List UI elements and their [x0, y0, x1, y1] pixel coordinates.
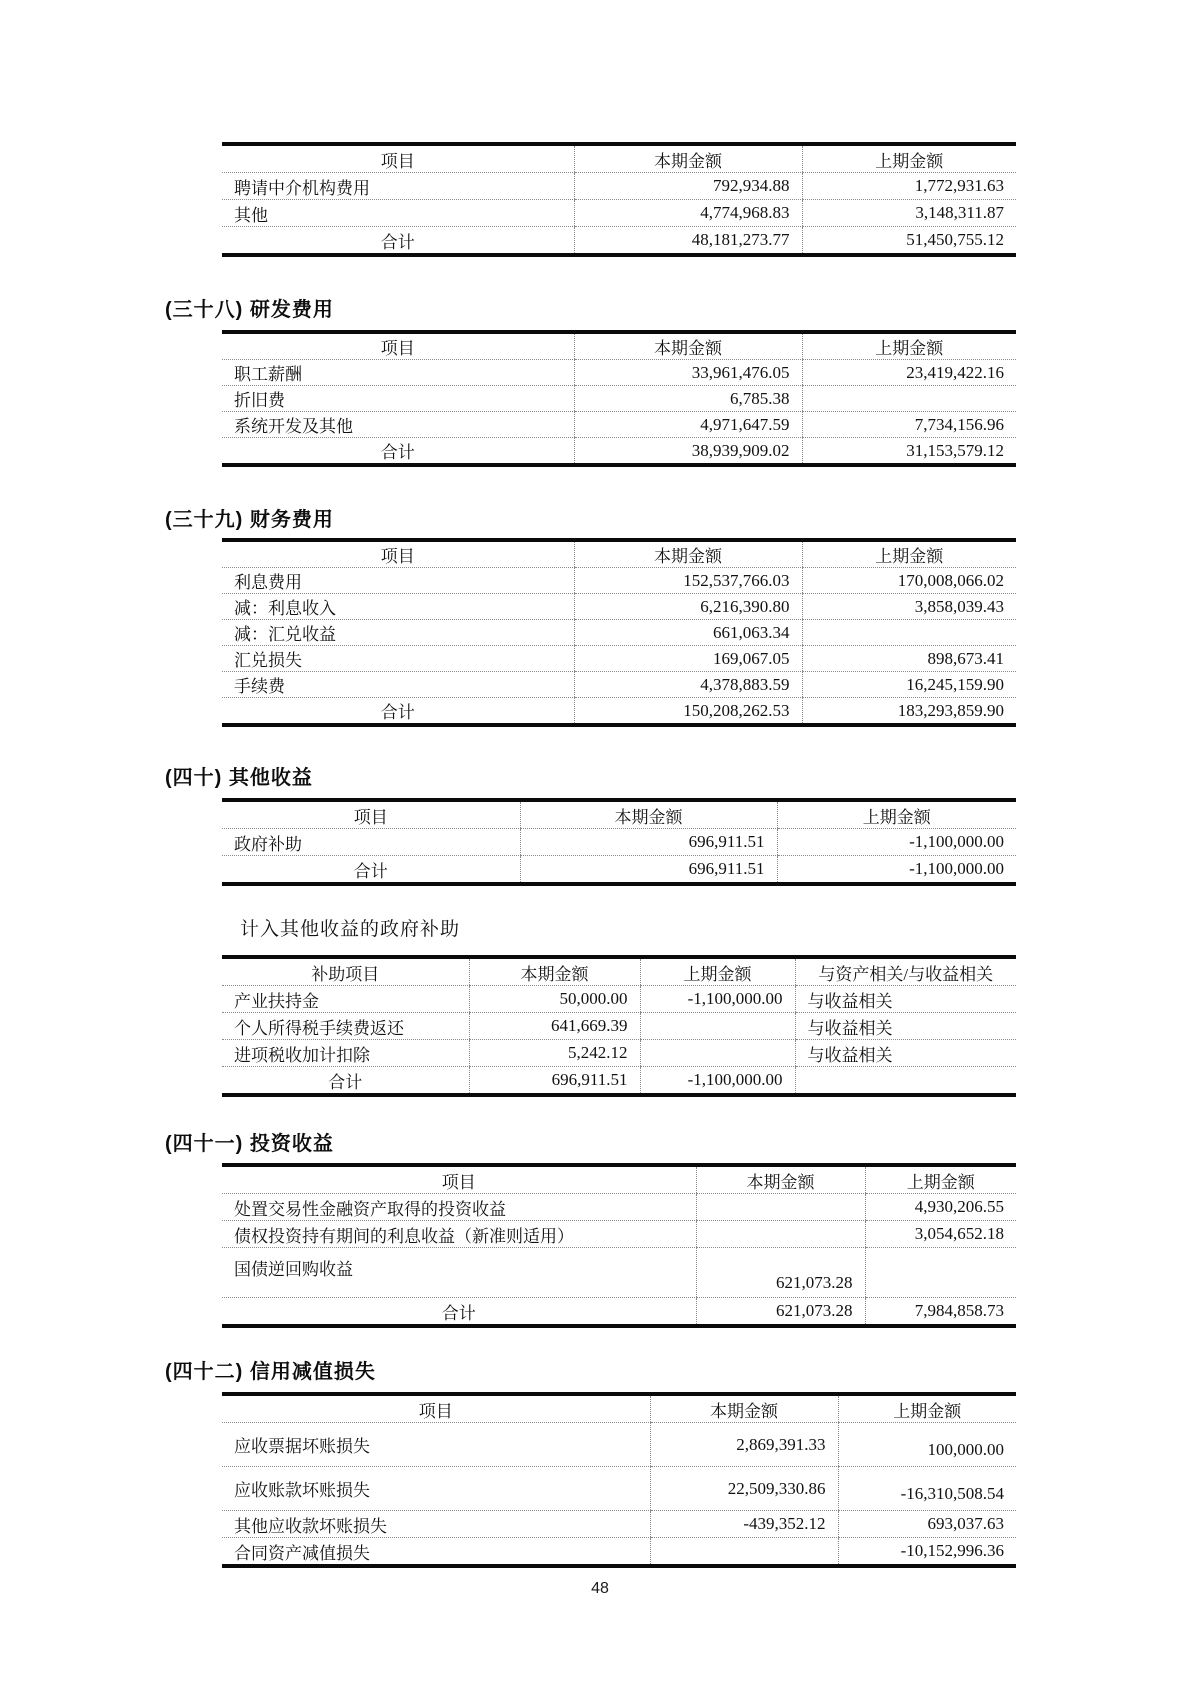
table-cell: 23,419,422.16 [802, 360, 1016, 386]
column-header: 本期金额 [574, 540, 802, 568]
table-row [222, 1511, 1016, 1538]
table-row [222, 386, 1016, 412]
column-header: 本期金额 [520, 800, 777, 829]
table-cell: 折旧费 [222, 386, 574, 412]
table-row [222, 1248, 1016, 1298]
table-cell: 33,961,476.05 [574, 360, 802, 386]
table-cell: 个人所得税手续费返还 [222, 1013, 469, 1040]
table-row [222, 1013, 1016, 1040]
table-cell: 其他 [222, 200, 574, 227]
table-cell: 621,073.28 [696, 1298, 865, 1327]
table-cell: 693,037.63 [838, 1511, 1016, 1538]
section-heading-investment-income: (四十一) 投资收益 [165, 1133, 334, 1155]
table-cell: 22,509,330.86 [650, 1467, 838, 1511]
table-cell [640, 1040, 795, 1067]
column-header: 本期金额 [574, 144, 802, 173]
table-total-row [222, 856, 1016, 885]
subheading-government-subsidies: 计入其他收益的政府补助 [240, 919, 461, 940]
table-header-row [222, 332, 1016, 360]
table-cell [650, 1538, 838, 1567]
table-cell: 与收益相关 [795, 1040, 1016, 1067]
table-row [222, 1423, 1016, 1467]
table-cell: 合计 [222, 227, 574, 256]
column-header: 上期金额 [838, 1394, 1016, 1423]
table-fees-continuation [222, 142, 1016, 257]
table-cell: 696,911.51 [520, 829, 777, 856]
table-cell: 661,063.34 [574, 620, 802, 646]
table-cell: 其他应收款坏账损失 [222, 1511, 650, 1538]
column-header: 项目 [222, 1394, 650, 1423]
table-cell: -1,100,000.00 [640, 1067, 795, 1096]
table-cell [802, 620, 1016, 646]
table-row [222, 568, 1016, 594]
table-cell: 7,734,156.96 [802, 412, 1016, 438]
table-cell: 6,785.38 [574, 386, 802, 412]
table-row [222, 1467, 1016, 1511]
table-credit-impairment-losses [222, 1392, 1016, 1568]
section-other-income [222, 798, 1016, 886]
section-fees-continuation [222, 142, 1016, 257]
table-cell: 职工薪酬 [222, 360, 574, 386]
table-cell: 16,245,159.90 [802, 672, 1016, 698]
table-cell: 产业扶持金 [222, 986, 469, 1013]
section-heading-rd-expenses: (三十八) 研发费用 [165, 299, 334, 321]
table-cell: 合计 [222, 1067, 469, 1096]
table-cell: 170,008,066.02 [802, 568, 1016, 594]
table-cell: 50,000.00 [469, 986, 640, 1013]
page-number: 48 [591, 1580, 609, 1597]
table-header-row [222, 1394, 1016, 1423]
column-header: 项目 [222, 540, 574, 568]
table-cell: 合计 [222, 1298, 696, 1327]
table-cell: 进项税收加计扣除 [222, 1040, 469, 1067]
table-cell [865, 1248, 1016, 1298]
table-cell: 3,858,039.43 [802, 594, 1016, 620]
table-cell: 696,911.51 [469, 1067, 640, 1096]
table-cell: 合计 [222, 438, 574, 466]
column-header: 补助项目 [222, 957, 469, 986]
table-row [222, 200, 1016, 227]
column-header: 上期金额 [802, 540, 1016, 568]
table-cell: 48,181,273.77 [574, 227, 802, 256]
table-row [222, 672, 1016, 698]
table-cell: 898,673.41 [802, 646, 1016, 672]
table-cell: 152,537,766.03 [574, 568, 802, 594]
table-cell: 6,216,390.80 [574, 594, 802, 620]
table-cell: 5,242.12 [469, 1040, 640, 1067]
table-cell: -1,100,000.00 [777, 856, 1016, 885]
section-heading-other-income: (四十) 其他收益 [165, 767, 313, 789]
table-row [222, 646, 1016, 672]
column-header: 项目 [222, 1165, 696, 1194]
table-cell: 7,984,858.73 [865, 1298, 1016, 1327]
table-header-row [222, 540, 1016, 568]
table-cell: 51,450,755.12 [802, 227, 1016, 256]
column-header: 项目 [222, 144, 574, 173]
table-cell: 792,934.88 [574, 173, 802, 200]
column-header: 项目 [222, 800, 520, 829]
table-cell: 应收票据坏账损失 [222, 1423, 650, 1467]
table-row [222, 594, 1016, 620]
table-cell: 1,772,931.63 [802, 173, 1016, 200]
column-header: 上期金额 [802, 144, 1016, 173]
table-row [222, 360, 1016, 386]
column-header: 与资产相关/与收益相关 [795, 957, 1016, 986]
table-cell: -10,152,996.36 [838, 1538, 1016, 1567]
table-row [222, 620, 1016, 646]
table-cell: 4,378,883.59 [574, 672, 802, 698]
column-header: 本期金额 [696, 1165, 865, 1194]
section-financial-expenses [222, 538, 1016, 727]
table-row [222, 1040, 1016, 1067]
table-cell: -439,352.12 [650, 1511, 838, 1538]
table-cell: 2,869,391.33 [650, 1423, 838, 1467]
table-row [222, 1538, 1016, 1567]
table-rd-expenses [222, 330, 1016, 467]
table-cell: 641,669.39 [469, 1013, 640, 1040]
table-investment-income [222, 1163, 1016, 1328]
table-cell [802, 386, 1016, 412]
column-header: 上期金额 [802, 332, 1016, 360]
column-header: 上期金额 [777, 800, 1016, 829]
table-cell: 与收益相关 [795, 1013, 1016, 1040]
table-row [222, 986, 1016, 1013]
table-cell: 应收账款坏账损失 [222, 1467, 650, 1511]
table-cell: 4,971,647.59 [574, 412, 802, 438]
table-cell: 4,774,968.83 [574, 200, 802, 227]
table-cell: 621,073.28 [696, 1248, 865, 1298]
table-cell [696, 1194, 865, 1221]
table-cell: -16,310,508.54 [838, 1467, 1016, 1511]
table-cell: 合计 [222, 698, 574, 726]
column-header: 本期金额 [574, 332, 802, 360]
table-header-row [222, 800, 1016, 829]
table-total-row [222, 698, 1016, 726]
table-cell: 处置交易性金融资产取得的投资收益 [222, 1194, 696, 1221]
table-cell [696, 1221, 865, 1248]
table-cell: 合同资产减值损失 [222, 1538, 650, 1567]
table-row [222, 829, 1016, 856]
table-row [222, 1194, 1016, 1221]
table-cell: -1,100,000.00 [777, 829, 1016, 856]
column-header: 项目 [222, 332, 574, 360]
table-cell: 合计 [222, 856, 520, 885]
table-cell: 169,067.05 [574, 646, 802, 672]
table-row [222, 1221, 1016, 1248]
section-government-subsidies [222, 955, 1016, 1097]
table-other-income [222, 798, 1016, 886]
section-credit-impairment [222, 1392, 1016, 1568]
column-header: 本期金额 [469, 957, 640, 986]
table-cell: 系统开发及其他 [222, 412, 574, 438]
column-header: 上期金额 [640, 957, 795, 986]
section-heading-financial-expenses: (三十九) 财务费用 [165, 509, 334, 531]
section-investment-income [222, 1163, 1016, 1328]
table-cell: 国债逆回购收益 [222, 1248, 696, 1298]
table-header-row [222, 144, 1016, 173]
table-cell: 100,000.00 [838, 1423, 1016, 1467]
table-total-row [222, 227, 1016, 256]
table-cell: 手续费 [222, 672, 574, 698]
table-cell: 减：汇兑收益 [222, 620, 574, 646]
table-cell: 3,148,311.87 [802, 200, 1016, 227]
table-cell: 38,939,909.02 [574, 438, 802, 466]
table-row [222, 173, 1016, 200]
table-cell: -1,100,000.00 [640, 986, 795, 1013]
table-header-row [222, 957, 1016, 986]
table-government-subsidies [222, 955, 1016, 1097]
table-cell: 政府补助 [222, 829, 520, 856]
table-cell: 3,054,652.18 [865, 1221, 1016, 1248]
table-cell: 与收益相关 [795, 986, 1016, 1013]
table-cell: 696,911.51 [520, 856, 777, 885]
table-total-row [222, 1067, 1016, 1096]
table-total-row [222, 1298, 1016, 1327]
table-cell: 利息费用 [222, 568, 574, 594]
section-heading-credit-impairment: (四十二) 信用减值损失 [165, 1361, 376, 1383]
table-financial-expenses [222, 538, 1016, 727]
table-cell [795, 1067, 1016, 1096]
table-row [222, 412, 1016, 438]
section-rd-expenses [222, 330, 1016, 467]
table-cell: 聘请中介机构费用 [222, 173, 574, 200]
table-cell: 减：利息收入 [222, 594, 574, 620]
table-cell: 4,930,206.55 [865, 1194, 1016, 1221]
column-header: 本期金额 [650, 1394, 838, 1423]
table-cell: 150,208,262.53 [574, 698, 802, 726]
table-total-row [222, 438, 1016, 466]
table-header-row [222, 1165, 1016, 1194]
table-cell: 183,293,859.90 [802, 698, 1016, 726]
column-header: 上期金额 [865, 1165, 1016, 1194]
table-cell: 债权投资持有期间的利息收益（新准则适用） [222, 1221, 696, 1248]
table-cell [640, 1013, 795, 1040]
table-cell: 汇兑损失 [222, 646, 574, 672]
table-cell: 31,153,579.12 [802, 438, 1016, 466]
